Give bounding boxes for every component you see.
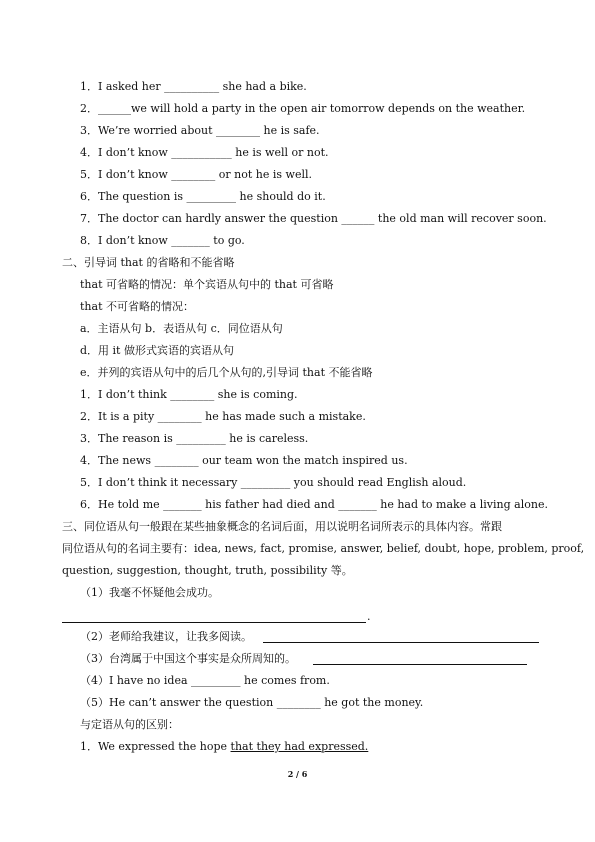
page-number: 2 / 6	[287, 769, 308, 779]
exercise-2-4: 4．The news ________ our team won the match inspired us.	[80, 454, 408, 467]
exercise-2-1: 1．I don’t think ________ she is coming.	[80, 388, 298, 401]
translation-item-3: （3）台湾属于中国这个事实是众所周知的。	[80, 652, 296, 665]
exercise-2-5: 5．I don’t think it necessary _________ you should read English aloud.	[80, 476, 467, 489]
exercise-2-3: 3．The reason is _________ he is careless.	[80, 432, 309, 445]
answer-line-3	[313, 664, 527, 665]
difference-example-1	[80, 740, 368, 754]
section-2-line-5: e．并列的宾语从句中的后几个从句的,引导词 that 不能省略	[80, 366, 373, 379]
exercise-3-5: （5）He can’t answer the question ________ he got the money.	[80, 696, 424, 709]
exercise-3-4: （4）I have no idea _________ he comes from.	[80, 674, 330, 687]
translation-item-1: （1）我毫不怀疑他会成功。	[80, 586, 219, 599]
difference-example-1-text: 1．We expressed the hope	[80, 740, 231, 753]
answer-line-2	[263, 642, 539, 643]
exercise-1-5: 5．I don’t know ________ or not he is well.	[80, 168, 312, 181]
section-3-paragraph-line-3: question, suggestion, thought, truth, possibility 等。	[62, 564, 353, 577]
exercise-1-7: 7．The doctor can hardly answer the question ______ the old man will recover soon.	[80, 212, 547, 225]
difference-example-1-clause: that they had expressed.	[230, 740, 369, 753]
exercise-1-8: 8．I don’t know _______ to go.	[80, 234, 245, 247]
section-3-paragraph-line-1: 三、同位语从句一般跟在某些抽象概念的名词后面，用以说明名词所表示的具体内容。常跟	[62, 520, 502, 533]
exercise-1-3: 3．We’re worried about ________ he is safe.	[80, 124, 320, 137]
section-2-line-4: d．用 it 做形式宾语的宾语从句	[80, 344, 234, 357]
exercise-1-1: 1．I asked her __________ she had a bike.	[80, 80, 307, 93]
section-3-paragraph-line-2: 同位语从句的名词主要有：idea, news, fact, promise, answer, belief, doubt, hope, problem, proof,	[62, 542, 585, 555]
translation-item-2: （2）老师给我建议，让我多阅读。	[80, 630, 252, 643]
section-2-line-2: that 不可省略的情况：	[80, 300, 194, 313]
exercise-1-6: 6．The question is _________ he should do it.	[80, 190, 326, 203]
exercise-2-6: 6．He told me _______ his father had died and _______ he had to make a living alone.	[80, 498, 548, 511]
answer-line-1-period: .	[367, 610, 371, 623]
exercise-2-2: 2．It is a pity ________ he has made such a mistake.	[80, 410, 366, 423]
exercise-1-2: 2．______we will hold a party in the open air tomorrow depends on the weather.	[80, 102, 526, 115]
exercise-1-4: 4．I don’t know ___________ he is well or not.	[80, 146, 329, 159]
difference-heading: 与定语从句的区别：	[80, 718, 179, 731]
section-2-line-3: a．主语从句 b．表语从句 c．同位语从句	[80, 322, 283, 335]
section-2-heading: 二、引导词 that 的省略和不能省略	[62, 256, 235, 269]
section-2-line-1: that 可省略的情况：单个宾语从句中的 that 可省略	[80, 278, 334, 291]
answer-line-1	[62, 622, 366, 623]
